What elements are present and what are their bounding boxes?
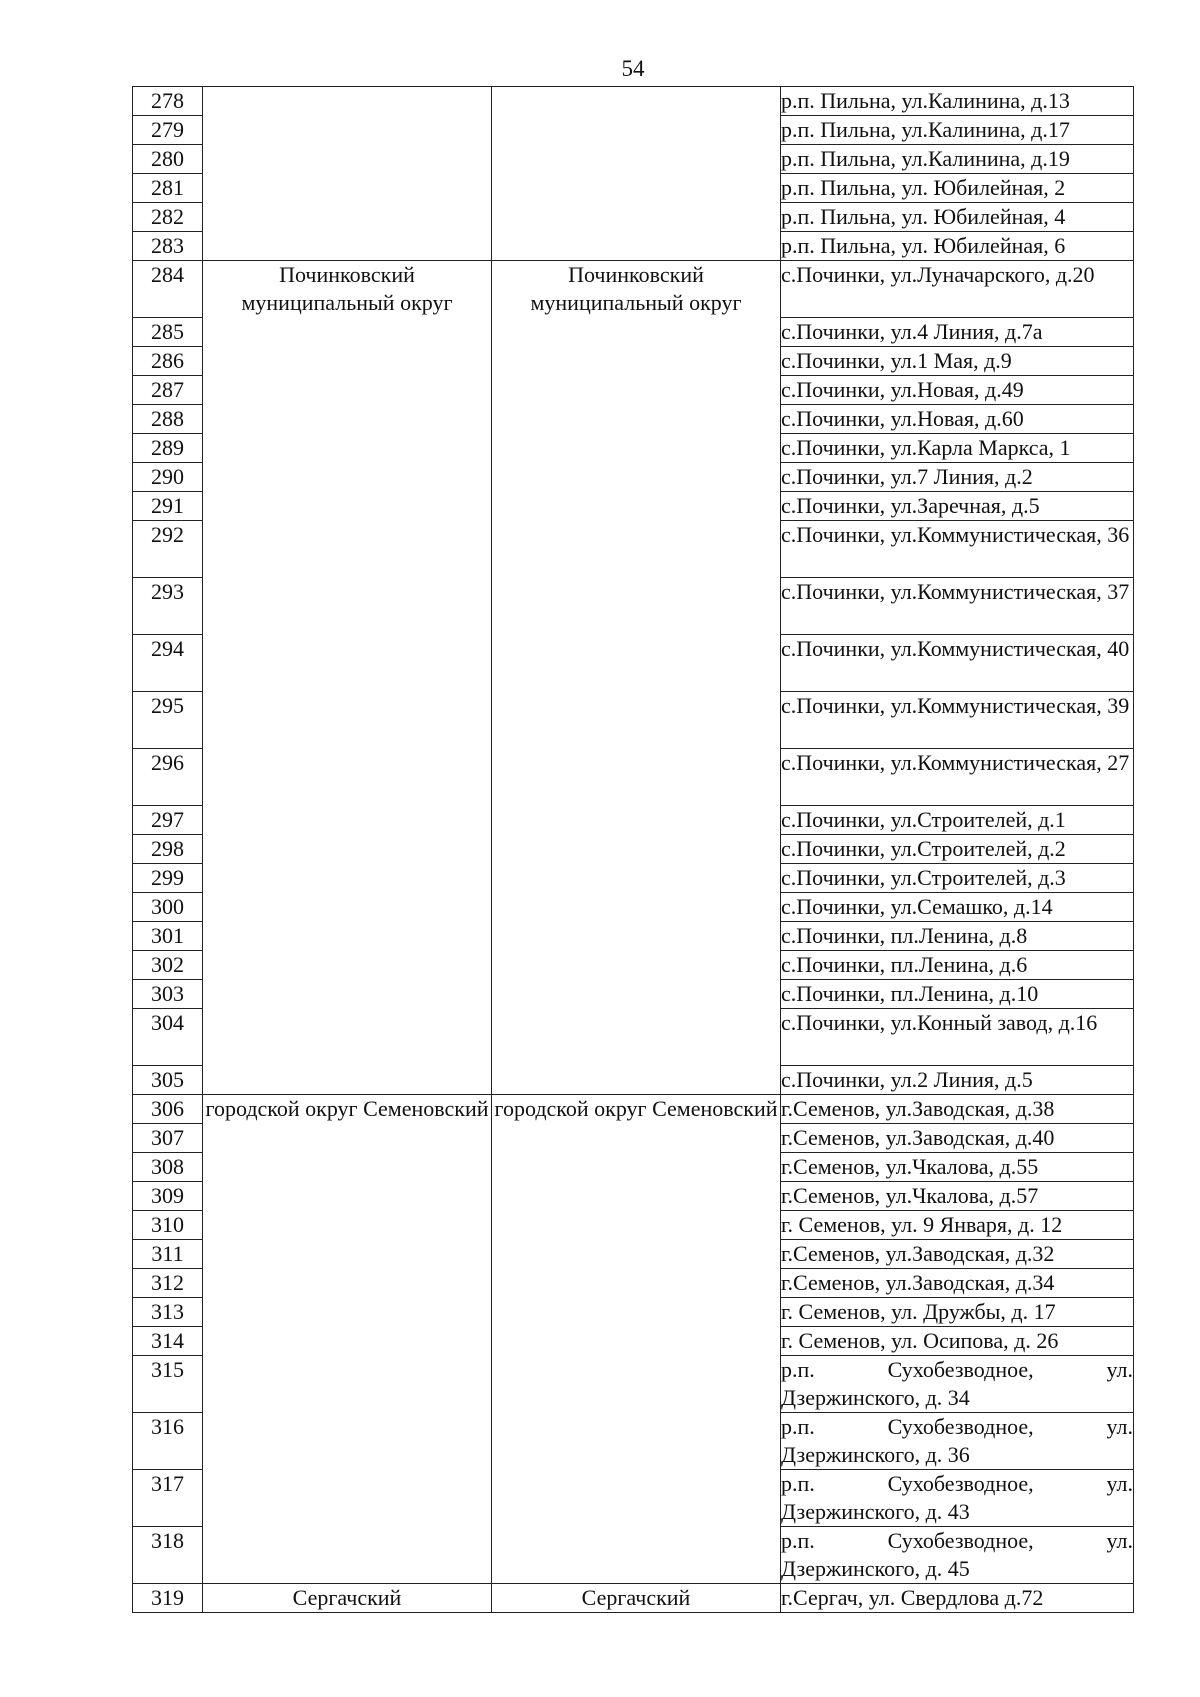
row-number: 279 <box>133 116 203 145</box>
row-number: 295 <box>133 692 203 749</box>
row-number: 291 <box>133 492 203 521</box>
address-cell: г. Семенов, ул. Осипова, д. 26 <box>781 1327 1134 1356</box>
address-cell: с.Починки, ул.Коммунистическая, 37 <box>781 578 1134 635</box>
address-cell: с.Починки, ул.Конный завод, д.16 <box>781 1009 1134 1066</box>
row-number: 301 <box>133 922 203 951</box>
address-cell: с.Починки, ул.2 Линия, д.5 <box>781 1066 1134 1095</box>
row-number: 315 <box>133 1356 203 1413</box>
address-cell: р.п. Сухобезводное, ул. Дзержинского, д. 34 <box>781 1356 1134 1413</box>
address-cell: г.Семенов, ул.Чкалова, д.57 <box>781 1182 1134 1211</box>
address-cell: с.Починки, ул.Новая, д.60 <box>781 405 1134 434</box>
row-number: 292 <box>133 521 203 578</box>
address-cell: г. Семенов, ул. Дружбы, д. 17 <box>781 1298 1134 1327</box>
row-number: 299 <box>133 864 203 893</box>
row-number: 280 <box>133 145 203 174</box>
address-cell: с.Починки, ул.4 Линия, д.7а <box>781 318 1134 347</box>
row-number: 286 <box>133 347 203 376</box>
address-cell: с.Починки, пл.Ленина, д.10 <box>781 980 1134 1009</box>
row-number: 289 <box>133 434 203 463</box>
row-number: 287 <box>133 376 203 405</box>
address-cell: с.Починки, ул.Коммунистическая, 39 <box>781 692 1134 749</box>
address-cell: с.Починки, ул.Семашко, д.14 <box>781 893 1134 922</box>
address-cell: с.Починки, ул.Строителей, д.3 <box>781 864 1134 893</box>
row-number: 318 <box>133 1527 203 1584</box>
table-row <box>133 261 1134 318</box>
address-cell: с.Починки, ул.7 Линия, д.2 <box>781 463 1134 492</box>
row-number: 297 <box>133 806 203 835</box>
organization-cell: Починковский муниципальный округ <box>492 261 781 1095</box>
address-cell: г.Семенов, ул.Заводская, д.40 <box>781 1124 1134 1153</box>
organization-cell <box>492 87 781 261</box>
district-cell <box>203 87 492 261</box>
address-cell: р.п. Пильна, ул. Юбилейная, 6 <box>781 232 1134 261</box>
address-cell: г.Семенов, ул.Заводская, д.38 <box>781 1095 1134 1124</box>
row-number: 284 <box>133 261 203 318</box>
row-number: 283 <box>133 232 203 261</box>
row-number: 312 <box>133 1269 203 1298</box>
table-body <box>133 87 1134 1613</box>
row-number: 303 <box>133 980 203 1009</box>
row-number: 314 <box>133 1327 203 1356</box>
address-cell: с.Починки, ул.Коммунистическая, 36 <box>781 521 1134 578</box>
row-number: 305 <box>133 1066 203 1095</box>
row-number: 290 <box>133 463 203 492</box>
table-row <box>133 1095 1134 1124</box>
address-cell: с.Починки, ул.Луначарского, д.20 <box>781 261 1134 318</box>
address-cell: с.Починки, ул.Строителей, д.2 <box>781 835 1134 864</box>
address-cell: г.Сергач, ул. Свердлова д.72 <box>781 1584 1134 1613</box>
row-number: 294 <box>133 635 203 692</box>
address-cell: р.п. Пильна, ул. Юбилейная, 4 <box>781 203 1134 232</box>
row-number: 308 <box>133 1153 203 1182</box>
row-number: 300 <box>133 893 203 922</box>
district-cell: Починковский муниципальный округ <box>203 261 492 1095</box>
address-cell: с.Починки, ул.Коммунистическая, 27 <box>781 749 1134 806</box>
address-cell: с.Починки, ул.1 Мая, д.9 <box>781 347 1134 376</box>
row-number: 316 <box>133 1413 203 1470</box>
address-cell: с.Починки, ул.Строителей, д.1 <box>781 806 1134 835</box>
row-number: 288 <box>133 405 203 434</box>
address-cell: р.п. Пильна, ул.Калинина, д.17 <box>781 116 1134 145</box>
address-cell: с.Починки, ул.Заречная, д.5 <box>781 492 1134 521</box>
row-number: 306 <box>133 1095 203 1124</box>
row-number: 281 <box>133 174 203 203</box>
row-number: 307 <box>133 1124 203 1153</box>
district-cell: Сергачский <box>203 1584 492 1613</box>
row-number: 317 <box>133 1470 203 1527</box>
district-cell: городской округ Семеновский <box>203 1095 492 1584</box>
row-number: 311 <box>133 1240 203 1269</box>
address-cell: г.Семенов, ул.Чкалова, д.55 <box>781 1153 1134 1182</box>
address-cell: с.Починки, пл.Ленина, д.8 <box>781 922 1134 951</box>
page-number: 54 <box>621 56 645 81</box>
address-cell: р.п. Пильна, ул.Калинина, д.13 <box>781 87 1134 116</box>
organization-cell: городской округ Семеновский <box>492 1095 781 1584</box>
address-cell: р.п. Сухобезводное, ул. Дзержинского, д. 36 <box>781 1413 1134 1470</box>
address-cell: с.Починки, пл.Ленина, д.6 <box>781 951 1134 980</box>
polling-stations-table <box>132 86 1134 1613</box>
row-number: 319 <box>133 1584 203 1613</box>
row-number: 278 <box>133 87 203 116</box>
row-number: 309 <box>133 1182 203 1211</box>
table-row <box>133 1584 1134 1613</box>
address-cell: р.п. Пильна, ул. Юбилейная, 2 <box>781 174 1134 203</box>
row-number: 298 <box>133 835 203 864</box>
row-number: 302 <box>133 951 203 980</box>
address-cell: с.Починки, ул.Коммунистическая, 40 <box>781 635 1134 692</box>
row-number: 310 <box>133 1211 203 1240</box>
address-cell: г.Семенов, ул.Заводская, д.32 <box>781 1240 1134 1269</box>
row-number: 293 <box>133 578 203 635</box>
row-number: 304 <box>133 1009 203 1066</box>
row-number: 285 <box>133 318 203 347</box>
address-cell: р.п. Сухобезводное, ул. Дзержинского, д. 43 <box>781 1470 1134 1527</box>
address-cell: р.п. Пильна, ул.Калинина, д.19 <box>781 145 1134 174</box>
row-number: 296 <box>133 749 203 806</box>
address-cell: р.п. Сухобезводное, ул. Дзержинского, д. 45 <box>781 1527 1134 1584</box>
table-row <box>133 87 1134 116</box>
address-cell: г. Семенов, ул. 9 Января, д. 12 <box>781 1211 1134 1240</box>
row-number: 313 <box>133 1298 203 1327</box>
address-cell: с.Починки, ул.Карла Маркса, 1 <box>781 434 1134 463</box>
address-cell: с.Починки, ул.Новая, д.49 <box>781 376 1134 405</box>
row-number: 282 <box>133 203 203 232</box>
organization-cell: Сергачский <box>492 1584 781 1613</box>
address-cell: г.Семенов, ул.Заводская, д.34 <box>781 1269 1134 1298</box>
